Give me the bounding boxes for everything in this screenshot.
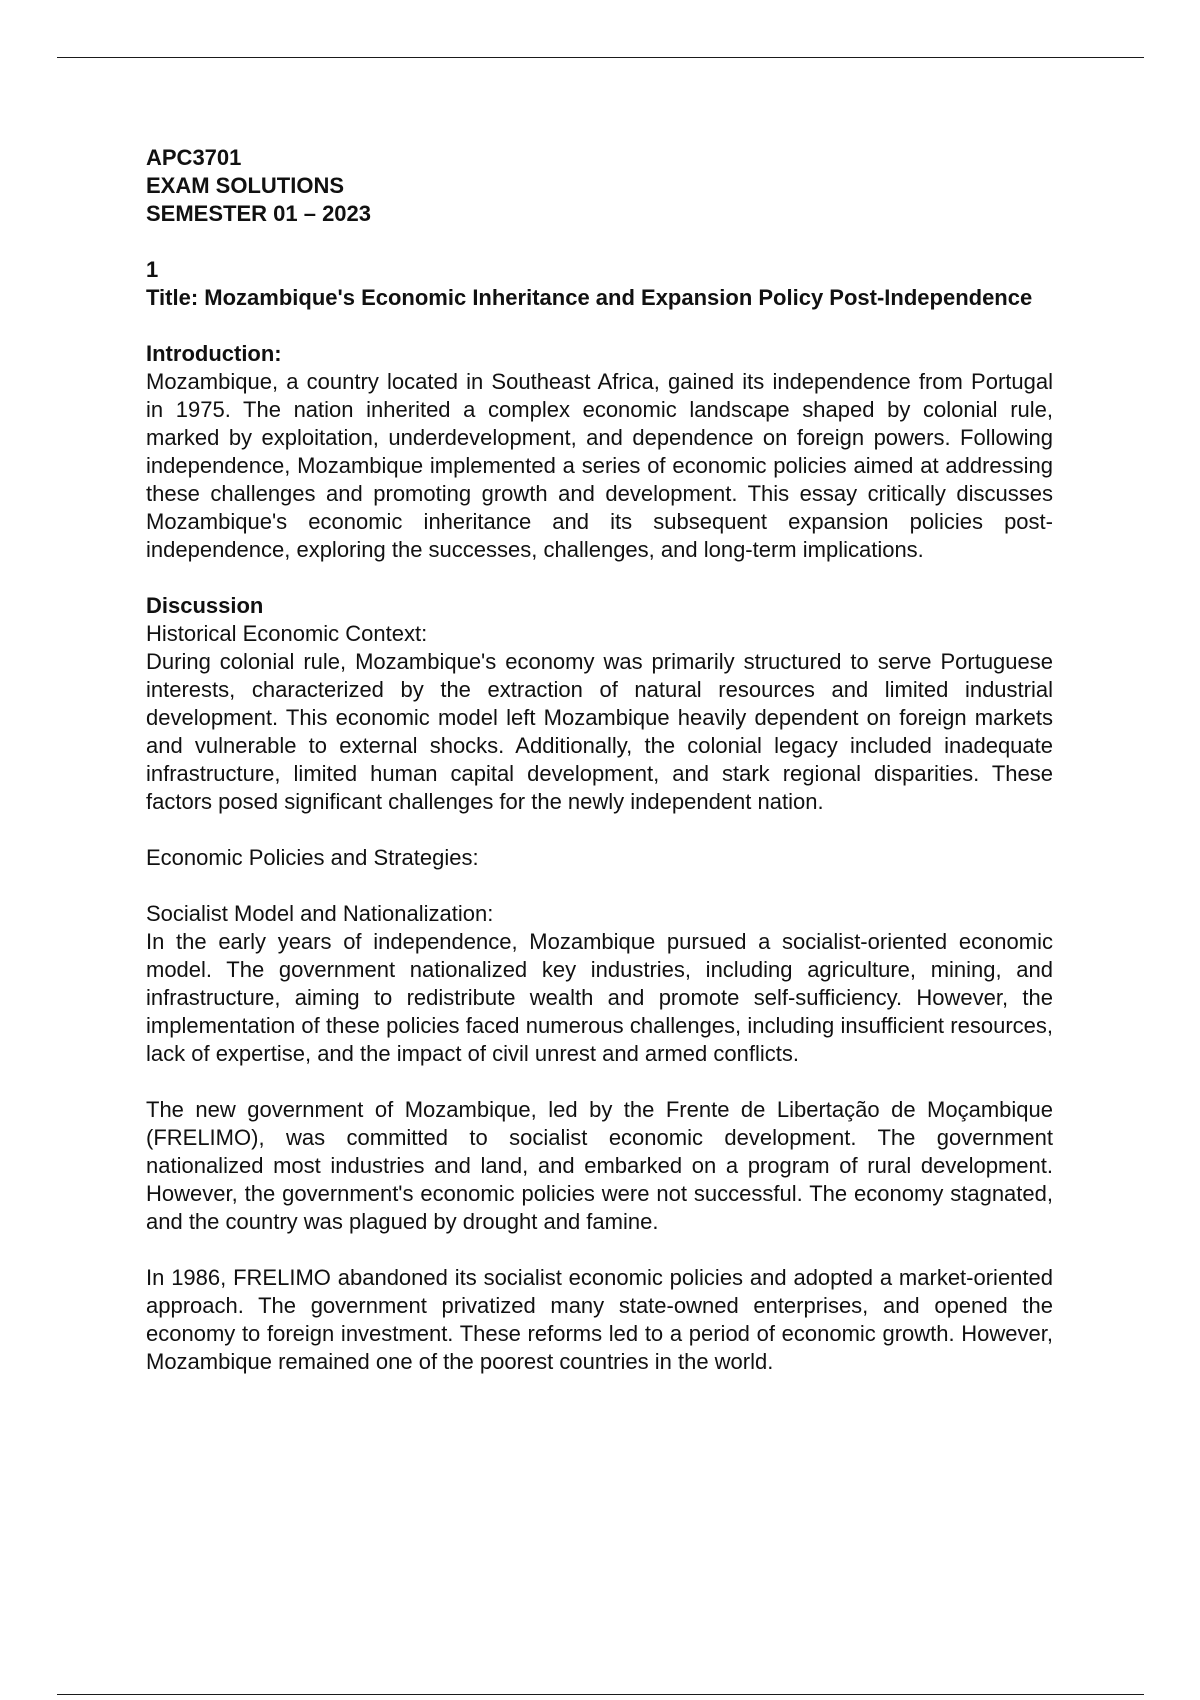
introduction-paragraph: Mozambique, a country located in Southeast Africa, gained its independence from Portugal in 1975. The nation inherited a complex economic landscape shaped by colonial rule, marked by exploitation, underdevelopment, and dependence on foreign powers. Following independence, Mozambique implemented a series of economic policies aimed at addressing these challenges and promoting growth and development. This essay critically discusses Mozambique's economic inheritance and its subsequent expansion policies post-independence, exploring the successes, challenges, and long-term implications. [146, 369, 1053, 562]
market-reform-paragraph: In 1986, FRELIMO abandoned its socialist economic policies and adopted a market-oriented approach. The government privatized many state-owned enterprises, and opened the economy to foreign investment. These reforms led to a period of economic growth. However, Mozambique remained one of the poorest countries in the world. [146, 1265, 1053, 1374]
semester: SEMESTER 01 – 2023 [146, 201, 372, 226]
historical-context-heading: Historical Economic Context: [146, 621, 428, 646]
socialist-model-heading: Socialist Model and Nationalization: [146, 901, 494, 926]
introduction-heading: Introduction: [146, 341, 282, 366]
top-rule [57, 57, 1144, 58]
bottom-rule [57, 1694, 1144, 1695]
historical-context-paragraph: During colonial rule, Mozambique's economy was primarily structured to serve Portuguese interests, characterized by the extraction of natural resources and limited industrial development. This economic model left Mozambique heavily dependent on foreign markets and vulnerable to external shocks. Additionally, the colonial legacy included inadequate infrastructure, limited human capital development, and stark regional disparities. These factors posed significant challenges for the newly independent nation. [146, 649, 1053, 814]
frelimo-paragraph: The new government of Mozambique, led by the Frente de Libertação de Moçambique (FRELIMO), was committed to socialist economic development. The government nationalized most industries and land, and embarked on a program of rural development. However, the government's economic policies were not successful. The economy stagnated, and the country was plagued by drought and famine. [146, 1097, 1053, 1234]
document-body [146, 144, 1053, 1376]
question-number: 1 [146, 257, 159, 282]
document-type: EXAM SOLUTIONS [146, 173, 345, 198]
socialist-model-paragraph: In the early years of independence, Mozambique pursued a socialist-oriented economic model. The government nationalized key industries, including agriculture, mining, and infrastructure, aiming to redistribute wealth and promote self-sufficiency. However, the implementation of these policies faced numerous challenges, including insufficient resources, lack of expertise, and the impact of civil unrest and armed conflicts. [146, 929, 1053, 1066]
policies-heading: Economic Policies and Strategies: [146, 845, 479, 870]
discussion-heading: Discussion [146, 593, 264, 618]
essay-title: Title: Mozambique's Economic Inheritance and Expansion Policy Post-Independence [146, 285, 1033, 310]
course-code: APC3701 [146, 145, 242, 170]
